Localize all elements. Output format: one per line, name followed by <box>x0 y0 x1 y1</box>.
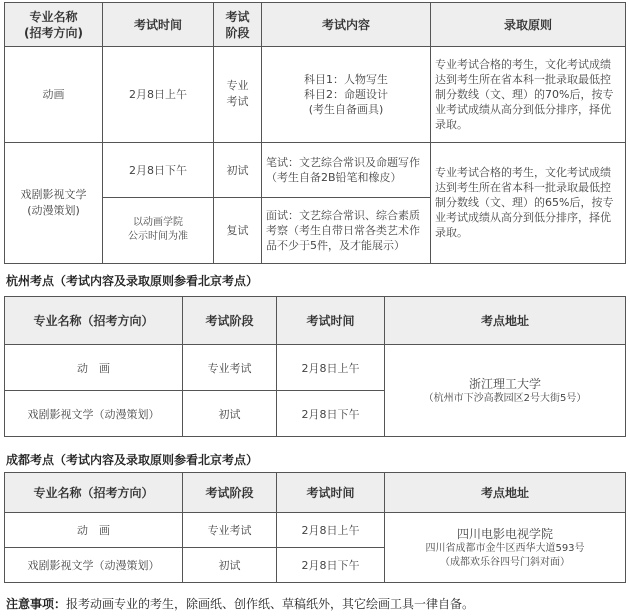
header-content: 考试内容 <box>262 3 431 47</box>
hz-animation-stage: 专业考试 <box>183 345 277 391</box>
chengdu-exam-table <box>4 472 626 583</box>
cd-header-major: 专业名称（招考方向） <box>5 473 183 513</box>
beijing-exam-table <box>4 2 626 264</box>
cd-animation-time: 2月8日上午 <box>277 513 385 548</box>
drama-major: 戏剧影视文学 (动漫策划) <box>5 142 103 263</box>
drama-rule: 专业考试合格的考生，文化考试成绩达到考生所在省本科一批录取最低控制分数线（文、理）的65%后，按专业考试成绩从高分到低分排序，择优录取。 <box>431 142 626 263</box>
header-time: 考试时间 <box>103 3 214 47</box>
hz-animation-time: 2月8日上午 <box>277 345 385 391</box>
header-major: 专业名称 (招考方向) <box>5 3 103 47</box>
hz-header-address: 考点地址 <box>385 297 626 345</box>
notice <box>6 595 474 612</box>
hz-address-detail: （杭州市下沙高教园区2号大街5号） <box>423 393 587 404</box>
hz-drama-stage: 初试 <box>183 391 277 437</box>
cd-address-name: 四川电影电视学院 <box>456 527 553 541</box>
animation-content: 科目1：人物写生 科目2：命题设计 (考生自备画具) <box>262 47 431 142</box>
hz-header-stage: 考试阶段 <box>183 297 277 345</box>
cd-drama-time: 2月8日下午 <box>277 548 385 583</box>
hz-animation-major: 动 画 <box>5 345 183 391</box>
header-rule: 录取原则 <box>431 3 626 47</box>
hz-header-time: 考试时间 <box>277 297 385 345</box>
chengdu-section-title: 成都考点（考试内容及录取原则参看北京考点） <box>6 453 259 467</box>
cd-address-detail: 四川省成都市金牛区西华大道593号 <box>425 543 585 554</box>
header-stage: 考试 阶段 <box>214 3 262 47</box>
hz-address <box>385 345 626 437</box>
cd-address-landmark: （成都欢乐谷四号门斜对面） <box>440 557 570 568</box>
hz-address-name: 浙江理工大学 <box>468 377 541 391</box>
cd-drama-stage: 初试 <box>183 548 277 583</box>
hz-header-major: 专业名称（招考方向） <box>5 297 183 345</box>
notice-text: 报考动画专业的考生，除画纸、创作纸、草稿纸外，其它绘画工具一律自备。 <box>66 597 475 611</box>
hangzhou-section-title: 杭州考点（考试内容及录取原则参看北京考点） <box>6 274 259 288</box>
animation-stage: 专业 考试 <box>214 47 262 142</box>
drama-content-second: 面试：文艺综合常识、综合素质考察（考生自带日常各类艺术作品不少于5件，及才能展示） <box>262 197 431 263</box>
cd-header-stage: 考试阶段 <box>183 473 277 513</box>
hangzhou-exam-table <box>4 296 626 437</box>
drama-time-first: 2月8日下午 <box>103 142 214 197</box>
notice-label: 注意事项： <box>6 597 67 611</box>
hz-drama-major: 戏剧影视文学（动漫策划） <box>5 391 183 437</box>
hz-drama-time: 2月8日下午 <box>277 391 385 437</box>
cd-animation-stage: 专业考试 <box>183 513 277 548</box>
cd-header-address: 考点地址 <box>385 473 626 513</box>
drama-time-second: 以动画学院 公示时间为准 <box>103 197 214 263</box>
cd-animation-major: 动 画 <box>5 513 183 548</box>
cd-header-time: 考试时间 <box>277 473 385 513</box>
drama-stage-first: 初试 <box>214 142 262 197</box>
cd-drama-major: 戏剧影视文学（动漫策划） <box>5 548 183 583</box>
animation-rule: 专业考试合格的考生，文化考试成绩达到考生所在省本科一批录取最低控制分数线（文、理）的70%后，按专业考试成绩从高分到低分排序，择优录取。 <box>431 47 626 142</box>
drama-stage-second: 复试 <box>214 197 262 263</box>
drama-content-first: 笔试：文艺综合常识及命题写作（考生自备2B铅笔和橡皮） <box>262 142 431 197</box>
cd-address <box>385 513 626 583</box>
animation-major: 动画 <box>5 47 103 142</box>
animation-time: 2月8日上午 <box>103 47 214 142</box>
